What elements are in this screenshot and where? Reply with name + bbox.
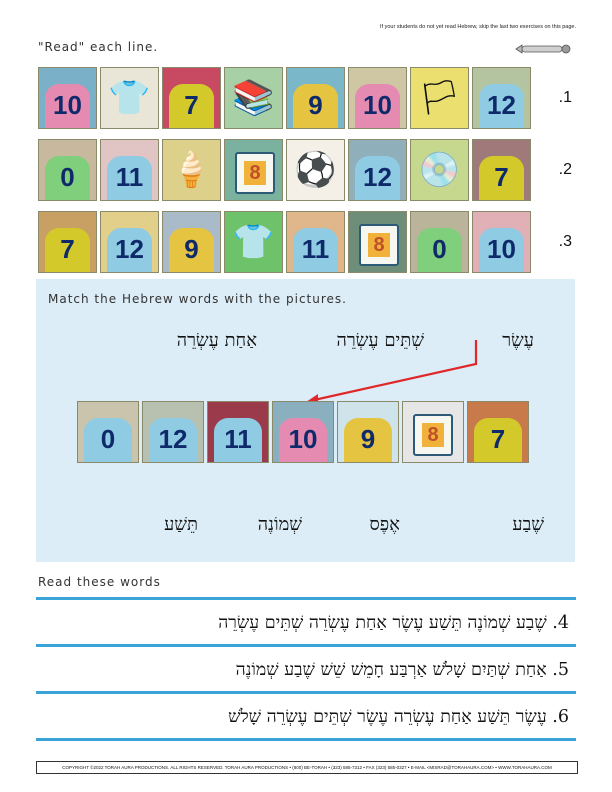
match-word-top-1: עֶשֶׂר xyxy=(502,330,534,351)
match-word-bottom-3: שְׁמוֹנֶה xyxy=(257,514,302,535)
ice-cream-icon: 🍦 xyxy=(170,150,213,190)
divider-line xyxy=(36,644,576,647)
sweater-number-tile xyxy=(100,139,159,201)
yad-pointer-icon xyxy=(514,42,576,56)
sweater-number-tile xyxy=(472,139,531,201)
sweater-number: 0 xyxy=(100,424,116,454)
jersey-icon-tile xyxy=(224,211,283,273)
match-word-top-3: אַחַת עֶשְׂרֵה xyxy=(176,330,257,351)
sweater-number: 10 xyxy=(53,90,82,120)
picture-row-2 xyxy=(38,139,531,201)
sweater-number: 10 xyxy=(288,424,318,454)
flags-icon-tile xyxy=(410,67,469,129)
sweater-number: 0 xyxy=(60,162,75,192)
jersey-icon: 👕 xyxy=(232,222,275,262)
match-word-bottom-1: שֶׁבַע xyxy=(512,514,544,535)
sweater-number-tile xyxy=(467,401,529,463)
sweater-number-tile xyxy=(207,401,269,463)
divider-line xyxy=(36,738,576,741)
hebrew-line-5: 5. אַחַת שְׁתַּיִם שָׁלֹשׁ אַרְבַּע חָמֵשׁ שֵׁשׁ שֶׁבַע שְׁמוֹנֶה xyxy=(235,660,569,680)
row-number-label: .3 xyxy=(558,233,572,250)
soccer-balls-icon: ⚽ xyxy=(294,150,337,190)
number-sign-icon xyxy=(413,414,453,456)
disc-icon: 💿 xyxy=(418,150,461,190)
sweater-number: 12 xyxy=(115,234,144,264)
ice-cream-icon-tile xyxy=(162,139,221,201)
hebrew-line-4: 4. שֶׁבַע שְׁמוֹנֶה תֵּשַׁע עֶשֶׂר אַחַת עֶשְׂרֵה שְׁתֵּים עֶשְׂרֵה xyxy=(218,613,569,633)
sweater-number: 12 xyxy=(363,162,392,192)
copyright-footer: COPYRIGHT ©2022 TORAH AURA PRODUCTIONS. ALL RIGHTS RESERVED. TORAH AURA PRODUCTIONS • (800) BE-TORAH • (323) 585-7312 • FAX (323) 585-0327 • E-MAIL <MISRAD@TORAHAURA.COM> • WWW.TORAHAURA.COM xyxy=(36,761,578,774)
sweater-number-tile xyxy=(286,67,345,129)
sweater-number: 7 xyxy=(490,424,506,454)
sweater-number: 9 xyxy=(308,90,323,120)
sweater-number-tile xyxy=(272,401,334,463)
teacher-note: If your students do not yet read Hebrew, skip the last two exercises on this page. xyxy=(380,24,576,30)
sweater-number-tile xyxy=(38,67,97,129)
sweater-number-tile xyxy=(337,401,399,463)
number-sign-icon xyxy=(359,224,399,266)
row-number-label: .2 xyxy=(558,161,572,178)
sweater-number: 7 xyxy=(184,90,199,120)
sweater-number: 9 xyxy=(184,234,199,264)
match-word-bottom-4: תֵּשַׁע xyxy=(164,514,198,535)
sweater-number-tile xyxy=(472,67,531,129)
picture-row-1 xyxy=(38,67,531,129)
sweater-number: 11 xyxy=(301,234,330,264)
sweater-number-tile xyxy=(142,401,204,463)
sweater-number: 10 xyxy=(363,90,392,120)
match-instruction: Match the Hebrew words with the pictures. xyxy=(48,292,347,306)
sweater-number: 12 xyxy=(158,424,188,454)
sweater-number: 11 xyxy=(115,162,144,192)
books-icon: 📚 xyxy=(232,78,275,118)
hebrew-line-6: 6. עֶשֶׂר תֵּשַׁע אַחַת עֶשְׂרֵה עֶשֶׂר שְׁתֵּים עֶשְׂרֵה שָׁלֹשׁ xyxy=(228,707,569,727)
sweater-number-tile xyxy=(348,139,407,201)
number-eight-glyph: 8 xyxy=(422,423,444,447)
sweater-number-tile xyxy=(286,211,345,273)
number-sign-icon-tile xyxy=(224,139,283,201)
sweater-number-tile xyxy=(162,67,221,129)
number-sign-icon xyxy=(235,152,275,194)
read-words-title: Read these words xyxy=(38,575,161,589)
sweater-number-tile xyxy=(77,401,139,463)
match-word-bottom-2: אֶפֶס xyxy=(369,514,400,535)
sweater-number-tile xyxy=(348,67,407,129)
match-word-top-2: שְׁתֵּים עֶשְׂרֵה xyxy=(336,330,424,351)
sweater-number-tile xyxy=(100,211,159,273)
match-picture-row xyxy=(77,401,529,463)
sweater-number: 10 xyxy=(487,234,516,264)
jersey-icon-tile xyxy=(100,67,159,129)
read-instruction: "Read" each line. xyxy=(38,40,159,54)
sweater-number: 7 xyxy=(494,162,509,192)
number-sign-icon-tile xyxy=(402,401,464,463)
divider-line xyxy=(36,597,576,600)
number-sign-icon-tile xyxy=(348,211,407,273)
number-eight-glyph: 8 xyxy=(368,233,390,257)
sweater-number: 7 xyxy=(60,234,75,264)
number-eight-glyph: 8 xyxy=(244,161,266,185)
picture-row-3 xyxy=(38,211,531,273)
sweater-number: 0 xyxy=(432,234,447,264)
flags-icon: 🏳 xyxy=(417,78,462,118)
jersey-icon: 👕 xyxy=(108,78,151,118)
books-icon-tile xyxy=(224,67,283,129)
sweater-number-tile xyxy=(410,211,469,273)
disc-icon-tile xyxy=(410,139,469,201)
sweater-number-tile xyxy=(38,211,97,273)
sweater-number-tile xyxy=(38,139,97,201)
sweater-number: 12 xyxy=(487,90,516,120)
row-number-label: .1 xyxy=(558,89,572,106)
sweater-number-tile xyxy=(472,211,531,273)
soccer-balls-icon-tile xyxy=(286,139,345,201)
sweater-number: 9 xyxy=(360,424,376,454)
divider-line xyxy=(36,691,576,694)
sweater-number: 11 xyxy=(224,424,252,454)
sweater-number-tile xyxy=(162,211,221,273)
